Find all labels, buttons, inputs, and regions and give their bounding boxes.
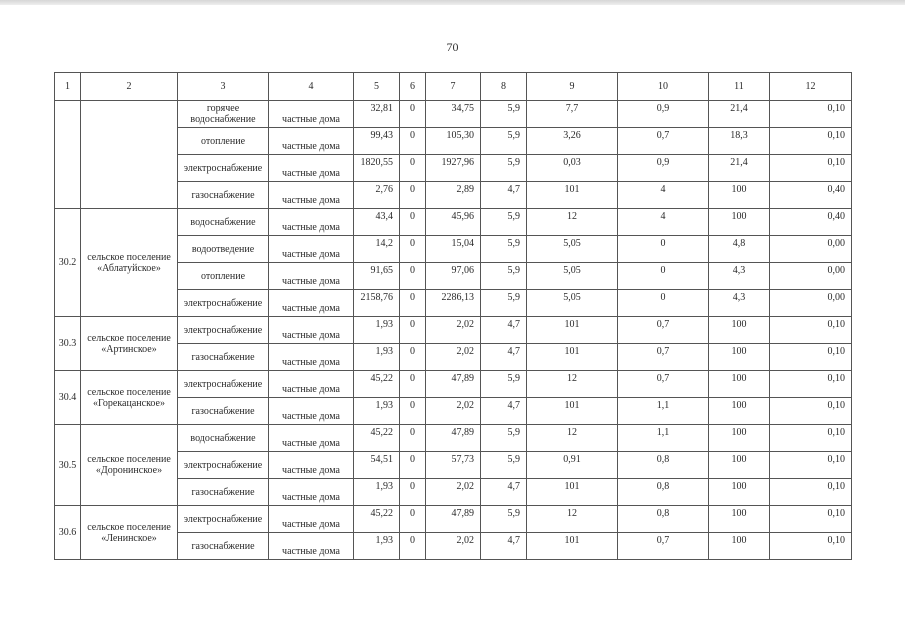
value-cell-c6: 0 (400, 263, 426, 290)
value-cell-c6: 0 (400, 128, 426, 155)
value-cell-c10: 0,9 (618, 101, 709, 128)
value-cell-c9: 101 (527, 398, 618, 425)
page-number: 70 (446, 40, 459, 54)
value-cell-c10: 0 (618, 290, 709, 317)
service-type: электроснабжение (178, 371, 269, 398)
value-cell-c9: 7,7 (527, 101, 618, 128)
value-cell-c6: 0 (400, 506, 426, 533)
value-cell-c6: 0 (400, 290, 426, 317)
column-header: 7 (426, 73, 481, 101)
object-type: частные дома (269, 425, 354, 452)
column-header: 6 (400, 73, 426, 101)
value-cell-c12: 0,10 (770, 506, 852, 533)
column-header: 8 (481, 73, 527, 101)
service-type: электроснабжение (178, 155, 269, 182)
value-cell-c6: 0 (400, 533, 426, 560)
value-cell-c8: 5,9 (481, 209, 527, 236)
scan-top-edge (0, 0, 905, 5)
value-cell-c12: 0,10 (770, 452, 852, 479)
value-cell-c5: 54,51 (354, 452, 400, 479)
value-cell-c8: 5,9 (481, 101, 527, 128)
value-cell-c7: 2,02 (426, 479, 481, 506)
value-cell-c11: 100 (709, 506, 770, 533)
value-cell-c8: 4,7 (481, 479, 527, 506)
value-cell-c7: 105,30 (426, 128, 481, 155)
value-cell-c11: 4,3 (709, 290, 770, 317)
object-type: частные дома (269, 533, 354, 560)
value-cell-c11: 21,4 (709, 155, 770, 182)
value-cell-c11: 100 (709, 317, 770, 344)
value-cell-c6: 0 (400, 155, 426, 182)
service-type: отопление (178, 128, 269, 155)
value-cell-c12: 0,40 (770, 209, 852, 236)
table-body (55, 101, 852, 560)
value-cell-c5: 14,2 (354, 236, 400, 263)
object-type: частные дома (269, 290, 354, 317)
value-cell-c10: 0,9 (618, 155, 709, 182)
object-type: частные дома (269, 209, 354, 236)
value-cell-c6: 0 (400, 425, 426, 452)
value-cell-c6: 0 (400, 479, 426, 506)
value-cell-c6: 0 (400, 101, 426, 128)
value-cell-c10: 4 (618, 209, 709, 236)
value-cell-c7: 15,04 (426, 236, 481, 263)
value-cell-c11: 100 (709, 344, 770, 371)
value-cell-c10: 0,7 (618, 128, 709, 155)
value-cell-c11: 21,4 (709, 101, 770, 128)
column-header: 9 (527, 73, 618, 101)
value-cell-c12: 0,00 (770, 290, 852, 317)
value-cell-c8: 5,9 (481, 155, 527, 182)
service-type: водоснабжение (178, 209, 269, 236)
value-cell-c5: 1,93 (354, 479, 400, 506)
value-cell-c9: 101 (527, 317, 618, 344)
value-cell-c11: 100 (709, 533, 770, 560)
value-cell-c12: 0,10 (770, 101, 852, 128)
value-cell-c6: 0 (400, 317, 426, 344)
value-cell-c5: 2158,76 (354, 290, 400, 317)
value-cell-c10: 0,8 (618, 506, 709, 533)
settlement-name (81, 101, 178, 209)
value-cell-c9: 3,26 (527, 128, 618, 155)
table-row (55, 425, 852, 452)
value-cell-c8: 5,9 (481, 236, 527, 263)
value-cell-c5: 1,93 (354, 317, 400, 344)
value-cell-c8: 5,9 (481, 506, 527, 533)
value-cell-c5: 1820,55 (354, 155, 400, 182)
value-cell-c7: 57,73 (426, 452, 481, 479)
object-type: частные дома (269, 371, 354, 398)
section-number: 30.2 (55, 209, 81, 317)
value-cell-c7: 2,89 (426, 182, 481, 209)
service-type: горячее водоснабжение (178, 101, 269, 128)
value-cell-c9: 101 (527, 344, 618, 371)
value-cell-c8: 4,7 (481, 182, 527, 209)
value-cell-c8: 4,7 (481, 398, 527, 425)
section-number (55, 101, 81, 209)
service-type: отопление (178, 263, 269, 290)
value-cell-c5: 91,65 (354, 263, 400, 290)
value-cell-c7: 47,89 (426, 371, 481, 398)
column-header: 12 (770, 73, 852, 101)
value-cell-c9: 12 (527, 209, 618, 236)
value-cell-c6: 0 (400, 398, 426, 425)
value-cell-c11: 100 (709, 182, 770, 209)
value-cell-c8: 5,9 (481, 263, 527, 290)
value-cell-c5: 1,93 (354, 344, 400, 371)
value-cell-c6: 0 (400, 344, 426, 371)
value-cell-c10: 1,1 (618, 425, 709, 452)
value-cell-c10: 0,8 (618, 452, 709, 479)
value-cell-c6: 0 (400, 182, 426, 209)
value-cell-c5: 43,4 (354, 209, 400, 236)
value-cell-c6: 0 (400, 209, 426, 236)
value-cell-c8: 5,9 (481, 425, 527, 452)
value-cell-c10: 4 (618, 182, 709, 209)
value-cell-c9: 12 (527, 371, 618, 398)
value-cell-c12: 0,10 (770, 155, 852, 182)
value-cell-c11: 18,3 (709, 128, 770, 155)
object-type: частные дома (269, 236, 354, 263)
service-type: водоотведение (178, 236, 269, 263)
value-cell-c8: 5,9 (481, 371, 527, 398)
value-cell-c10: 0,7 (618, 344, 709, 371)
value-cell-c9: 5,05 (527, 263, 618, 290)
object-type: частные дома (269, 506, 354, 533)
value-cell-c5: 45,22 (354, 371, 400, 398)
settlement-name: сельское поселение «Горекацанское» (81, 371, 178, 425)
value-cell-c11: 100 (709, 425, 770, 452)
value-cell-c12: 0,40 (770, 182, 852, 209)
value-cell-c7: 2,02 (426, 533, 481, 560)
value-cell-c8: 5,9 (481, 290, 527, 317)
tariff-table (54, 72, 852, 560)
service-type: газоснабжение (178, 182, 269, 209)
value-cell-c9: 101 (527, 533, 618, 560)
value-cell-c10: 0,7 (618, 317, 709, 344)
value-cell-c8: 5,9 (481, 128, 527, 155)
value-cell-c12: 0,10 (770, 371, 852, 398)
object-type: частные дома (269, 182, 354, 209)
value-cell-c9: 12 (527, 425, 618, 452)
value-cell-c10: 0,7 (618, 533, 709, 560)
value-cell-c7: 97,06 (426, 263, 481, 290)
value-cell-c7: 1927,96 (426, 155, 481, 182)
value-cell-c7: 47,89 (426, 425, 481, 452)
value-cell-c9: 5,05 (527, 236, 618, 263)
service-type: электроснабжение (178, 290, 269, 317)
column-header: 5 (354, 73, 400, 101)
object-type: частные дома (269, 479, 354, 506)
object-type: частные дома (269, 398, 354, 425)
value-cell-c8: 5,9 (481, 452, 527, 479)
value-cell-c7: 2286,13 (426, 290, 481, 317)
column-header: 11 (709, 73, 770, 101)
value-cell-c5: 99,43 (354, 128, 400, 155)
value-cell-c9: 101 (527, 479, 618, 506)
value-cell-c10: 0 (618, 236, 709, 263)
section-number: 30.3 (55, 317, 81, 371)
value-cell-c5: 2,76 (354, 182, 400, 209)
column-header: 10 (618, 73, 709, 101)
value-cell-c7: 45,96 (426, 209, 481, 236)
value-cell-c5: 1,93 (354, 398, 400, 425)
section-number: 30.6 (55, 506, 81, 560)
service-type: газоснабжение (178, 479, 269, 506)
value-cell-c10: 0 (618, 263, 709, 290)
object-type: частные дома (269, 128, 354, 155)
value-cell-c12: 0,00 (770, 236, 852, 263)
section-number: 30.5 (55, 425, 81, 506)
value-cell-c10: 1,1 (618, 398, 709, 425)
table-row (55, 209, 852, 236)
value-cell-c7: 2,02 (426, 317, 481, 344)
value-cell-c12: 0,10 (770, 128, 852, 155)
table-row (55, 506, 852, 533)
object-type: частные дома (269, 452, 354, 479)
value-cell-c6: 0 (400, 236, 426, 263)
value-cell-c12: 0,10 (770, 398, 852, 425)
service-type: газоснабжение (178, 344, 269, 371)
column-header: 3 (178, 73, 269, 101)
value-cell-c8: 4,7 (481, 317, 527, 344)
service-type: электроснабжение (178, 317, 269, 344)
column-header: 1 (55, 73, 81, 101)
value-cell-c9: 12 (527, 506, 618, 533)
object-type: частные дома (269, 101, 354, 128)
table-row (55, 317, 852, 344)
value-cell-c11: 100 (709, 479, 770, 506)
value-cell-c12: 0,10 (770, 533, 852, 560)
table-row (55, 101, 852, 128)
value-cell-c12: 0,00 (770, 263, 852, 290)
value-cell-c7: 34,75 (426, 101, 481, 128)
value-cell-c11: 100 (709, 371, 770, 398)
settlement-name: сельское поселение «Доронинское» (81, 425, 178, 506)
value-cell-c8: 4,7 (481, 344, 527, 371)
value-cell-c6: 0 (400, 452, 426, 479)
value-cell-c9: 0,91 (527, 452, 618, 479)
table-row (55, 371, 852, 398)
service-type: газоснабжение (178, 398, 269, 425)
service-type: электроснабжение (178, 452, 269, 479)
service-type: электроснабжение (178, 506, 269, 533)
object-type: частные дома (269, 155, 354, 182)
column-header: 4 (269, 73, 354, 101)
value-cell-c11: 4,3 (709, 263, 770, 290)
object-type: частные дома (269, 317, 354, 344)
value-cell-c12: 0,10 (770, 317, 852, 344)
column-header: 2 (81, 73, 178, 101)
value-cell-c11: 100 (709, 209, 770, 236)
service-type: газоснабжение (178, 533, 269, 560)
value-cell-c9: 101 (527, 182, 618, 209)
service-type: водоснабжение (178, 425, 269, 452)
value-cell-c7: 2,02 (426, 344, 481, 371)
value-cell-c10: 0,8 (618, 479, 709, 506)
value-cell-c11: 100 (709, 398, 770, 425)
section-number: 30.4 (55, 371, 81, 425)
object-type: частные дома (269, 344, 354, 371)
value-cell-c12: 0,10 (770, 479, 852, 506)
value-cell-c5: 45,22 (354, 425, 400, 452)
value-cell-c5: 32,81 (354, 101, 400, 128)
value-cell-c9: 5,05 (527, 290, 618, 317)
value-cell-c7: 2,02 (426, 398, 481, 425)
value-cell-c9: 0,03 (527, 155, 618, 182)
value-cell-c11: 100 (709, 452, 770, 479)
value-cell-c10: 0,7 (618, 371, 709, 398)
value-cell-c12: 0,10 (770, 425, 852, 452)
settlement-name: сельское поселение «Ленинское» (81, 506, 178, 560)
value-cell-c12: 0,10 (770, 344, 852, 371)
value-cell-c8: 4,7 (481, 533, 527, 560)
value-cell-c5: 1,93 (354, 533, 400, 560)
settlement-name: сельское поселение «Артинское» (81, 317, 178, 371)
value-cell-c5: 45,22 (354, 506, 400, 533)
object-type: частные дома (269, 263, 354, 290)
value-cell-c7: 47,89 (426, 506, 481, 533)
header-row (55, 73, 852, 101)
value-cell-c6: 0 (400, 371, 426, 398)
settlement-name: сельское поселение «Аблатуйское» (81, 209, 178, 317)
value-cell-c11: 4,8 (709, 236, 770, 263)
